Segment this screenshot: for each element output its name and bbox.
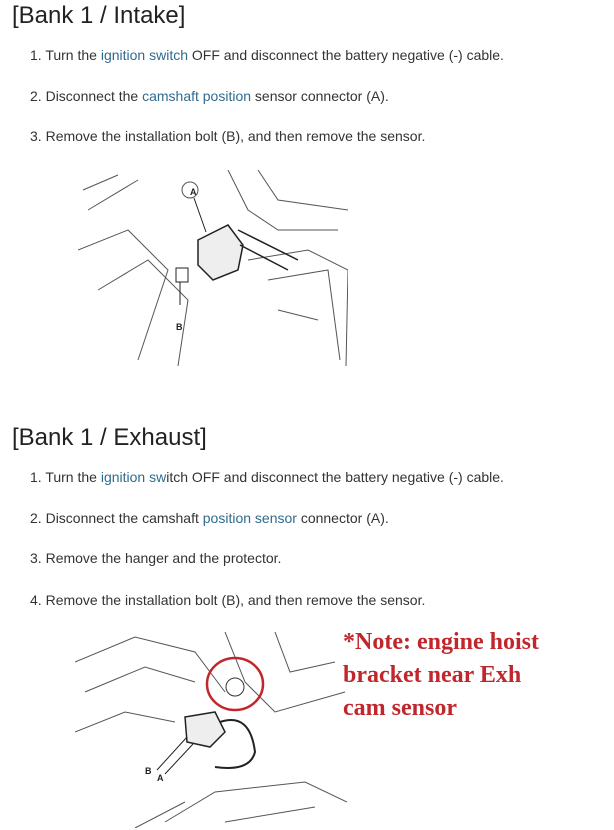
- figure-label-b: B: [145, 766, 152, 776]
- figure-label-a: A: [190, 187, 197, 197]
- exhaust-step-4: 4. Remove the installation bolt (B), and then remove the sensor.: [30, 592, 426, 608]
- intake-step-2: 2. Disconnect the camshaft position sensor connector (A).: [30, 88, 389, 104]
- link-ignition-switch[interactable]: ignition switch: [100, 47, 188, 63]
- intake-step-3: 3. Remove the installation bolt (B), and then remove the sensor.: [30, 128, 426, 144]
- link-ignition-switch[interactable]: ignition sw: [100, 469, 167, 485]
- note-line: cam sensor: [343, 695, 457, 721]
- figure-label-a: A: [157, 773, 164, 783]
- figure-label-b: B: [176, 322, 183, 332]
- section-title-intake: [Bank 1 / Intake]: [12, 2, 186, 29]
- annotation-note: [343, 626, 539, 725]
- link-camshaft-position[interactable]: camshaft position: [142, 88, 252, 104]
- exhaust-step-2: 2. Disconnect the camshaft position sensor connector (A).: [30, 510, 389, 526]
- exhaust-step-1: 1. Turn the ignition switch OFF and disconnect the battery negative (-) cable.: [30, 469, 504, 485]
- note-line: *Note: engine hoist: [343, 629, 539, 655]
- intake-sensor-diagram: [78, 170, 348, 366]
- link-position-sensor[interactable]: position sensor: [202, 510, 297, 526]
- exhaust-step-3: 3. Remove the hanger and the protector.: [30, 550, 282, 566]
- exhaust-sensor-diagram: [75, 632, 347, 828]
- section-title-exhaust: [Bank 1 / Exhaust]: [12, 424, 207, 451]
- note-line: bracket near Exh: [343, 662, 522, 688]
- intake-step-1: 1. Turn the ignition switch OFF and disconnect the battery negative (-) cable.: [30, 47, 504, 63]
